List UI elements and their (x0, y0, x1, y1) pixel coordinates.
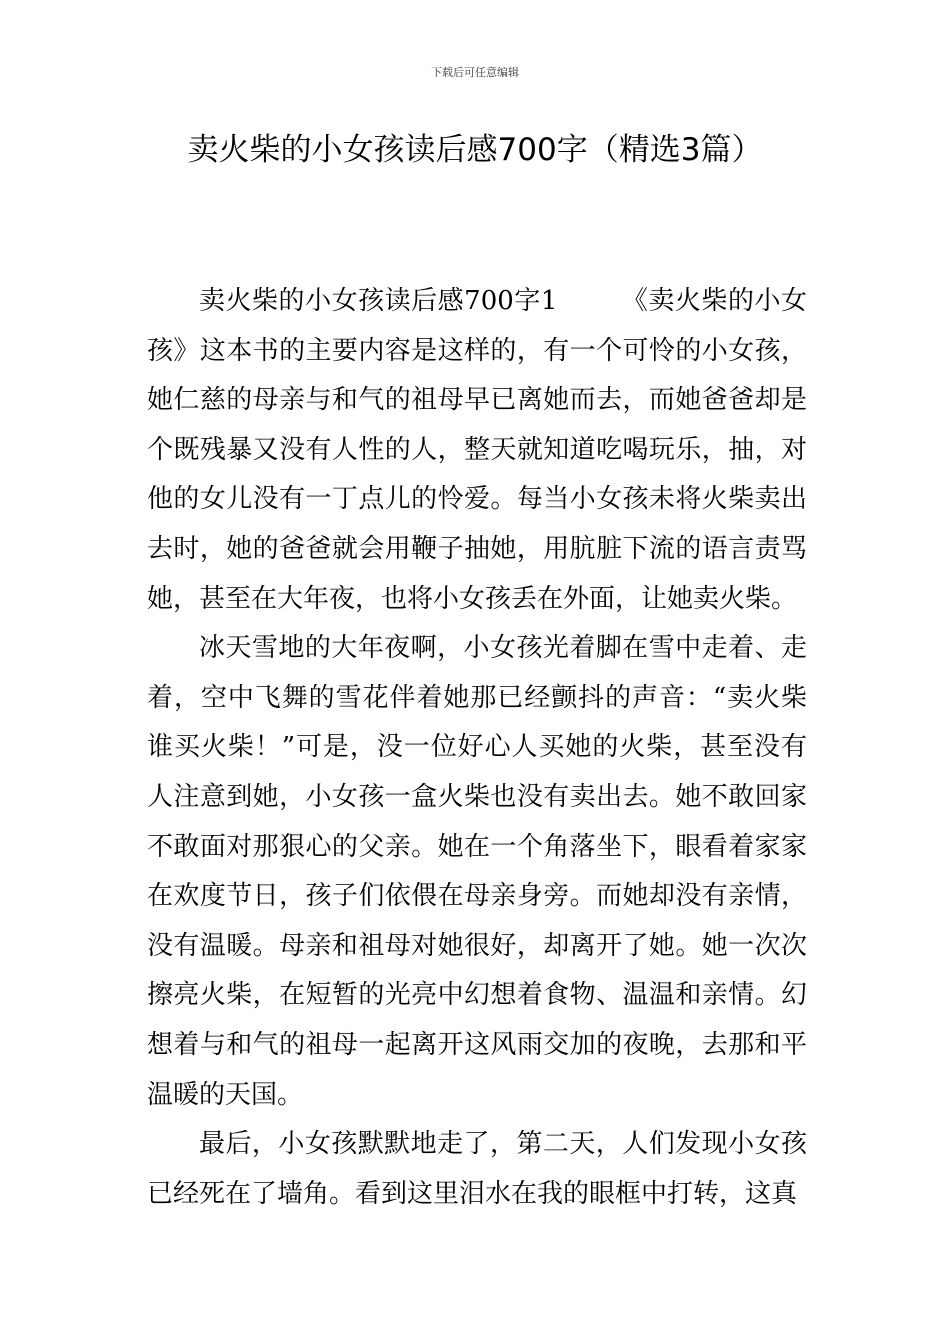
paragraph-1-text: 《卖火柴的小女孩》这本书的主要内容是这样的，有一个可怜的小女孩，她仁慈的母亲与和气的祖母早已离她而去，而她爸爸却是个既残暴又没有人性的人，整天就知道吃喝玩乐，抽，对他的女儿没有一丁点儿的怜爱。每当小女孩未将火柴卖出去时，她的爸爸就会用鞭子抽她，用肮脏下流的语言责骂她，甚至在大年夜，也将小女孩丢在外面，让她卖火柴。 (147, 286, 807, 614)
paragraph-2: 冰天雪地的大年夜啊，小女孩光着脚在雪中走着、走着，空中飞舞的雪花伴着她那已经颤抖的声音：“卖火柴谁买火柴！”可是，没一位好心人买她的火柴，甚至没有人注意到她，小女孩一盒火柴也没有卖出去。她不敢回家不敢面对那狠心的父亲。她在一个角落坐下，眼看着家家在欢度节日，孩子们依偎在母亲身旁。而她却没有亲情，没有温暖。母亲和祖母对她很好，却离开了她。她一次次擦亮火柴，在短暂的光亮中幻想着食物、温温和亲情。幻想着与和气的祖母一起离开这风雨交加的夜晚，去那和平温暖的天国。 (147, 633, 807, 1110)
document-body (147, 277, 807, 1219)
paragraph-1 (147, 277, 807, 624)
document-title: 卖火柴的小女孩读后感700字（精选3篇） (187, 132, 763, 168)
paragraph-3: 最后，小女孩默默地走了，第二天，人们发现小女孩已经死在了墙角。看到这里泪水在我的眼框中打转，这真 (147, 1129, 807, 1209)
section-heading: 卖火柴的小女孩读后感700字1 (199, 286, 558, 316)
header-note: 下载后可任意编辑 (431, 66, 519, 79)
